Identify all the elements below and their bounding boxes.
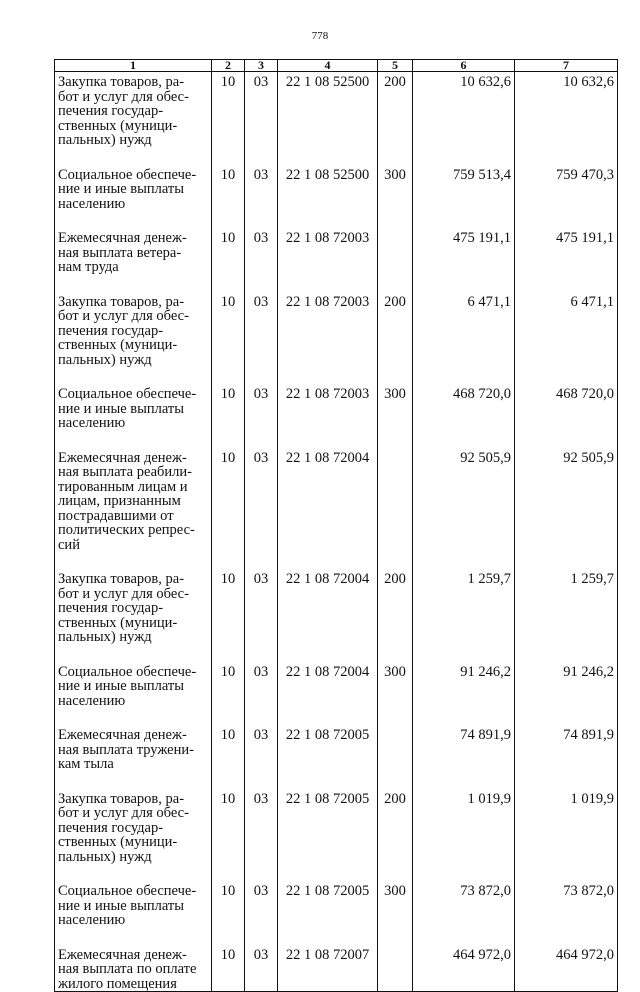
expense-type-cell: 200: [378, 569, 413, 662]
table-row: [55, 165, 618, 229]
amount-cell: 1 019,9: [515, 789, 618, 882]
item-name-cell: [55, 228, 212, 292]
header-cell: 5: [378, 60, 413, 72]
item-name-cell: [55, 448, 212, 570]
amount-cell: 464 972,0: [413, 945, 515, 992]
amount-cell: 468 720,0: [413, 384, 515, 448]
expense-type-cell: 300: [378, 384, 413, 448]
item-name-cell: [55, 945, 212, 992]
target-article-cell: 22 1 08 52500: [278, 72, 378, 165]
amount-cell: 6 471,1: [413, 292, 515, 385]
item-name-line: населению: [58, 195, 126, 212]
target-article-cell: 22 1 08 72004: [278, 662, 378, 726]
item-name-line: пальных) нужд: [58, 848, 152, 865]
section-code-cell: 10: [212, 725, 245, 789]
expense-type-cell: 300: [378, 165, 413, 229]
page-number: 778: [311, 30, 329, 42]
item-name-line: бот и услуг для обес-: [58, 585, 189, 602]
item-name-line: сий: [58, 536, 80, 553]
item-name-cell: [55, 292, 212, 385]
item-name-line: печения государ-: [58, 103, 164, 119]
header-cell: 3: [245, 60, 278, 72]
header-cell: 7: [515, 60, 618, 72]
amount-cell: 74 891,9: [515, 725, 618, 789]
target-article-cell: 22 1 08 72003: [278, 292, 378, 385]
table-row: [55, 384, 618, 448]
subsection-code-cell: 03: [245, 881, 278, 945]
amount-cell: 759 470,3: [515, 165, 618, 229]
expense-type-cell: 200: [378, 72, 413, 165]
item-name-line: ная выплата реабили-: [58, 464, 192, 480]
table-row: [55, 725, 618, 789]
item-name-line: пострадавшими от: [58, 507, 174, 524]
item-name-line: ная выплата по оплате: [58, 961, 197, 977]
section-code-cell: 10: [212, 448, 245, 570]
expense-type-cell: 300: [378, 881, 413, 945]
expense-type-cell: [378, 448, 413, 570]
section-code-cell: 10: [212, 945, 245, 992]
section-code-cell: 10: [212, 881, 245, 945]
item-name-line: бот и услуг для обес-: [58, 88, 189, 105]
amount-cell: 1 019,9: [413, 789, 515, 882]
header-cell: 4: [278, 60, 378, 72]
section-code-cell: 10: [212, 292, 245, 385]
item-name-line: Социальное обеспече-: [58, 386, 197, 402]
item-name-line: населению: [58, 692, 126, 709]
item-name-cell: [55, 569, 212, 662]
item-name-line: тированным лицам и: [58, 478, 188, 495]
item-name-line: Социальное обеспече-: [58, 883, 197, 899]
item-name-line: Закупка товаров, ра-: [58, 293, 185, 310]
item-name-line: нам труда: [58, 259, 119, 275]
section-code-cell: 10: [212, 72, 245, 165]
item-name-line: Социальное обеспече-: [58, 166, 197, 183]
item-name-line: ственных (муници-: [58, 614, 178, 631]
item-name-line: пальных) нужд: [58, 351, 152, 368]
item-name-line: ственных (муници-: [58, 117, 178, 134]
amount-cell: 73 872,0: [515, 881, 618, 945]
target-article-cell: 22 1 08 72005: [278, 789, 378, 882]
header-cell: 6: [413, 60, 515, 72]
item-name-line: бот и услуг для обес-: [58, 805, 189, 821]
subsection-code-cell: 03: [245, 448, 278, 570]
table-row: [55, 292, 618, 385]
section-code-cell: 10: [212, 384, 245, 448]
item-name-cell: [55, 662, 212, 726]
item-name-line: политических репрес-: [58, 522, 195, 538]
target-article-cell: 22 1 08 72005: [278, 725, 378, 789]
amount-cell: 73 872,0: [413, 881, 515, 945]
section-code-cell: 10: [212, 165, 245, 229]
subsection-code-cell: 03: [245, 292, 278, 385]
target-article-cell: 22 1 08 72004: [278, 448, 378, 570]
budget-table: [54, 59, 618, 992]
subsection-code-cell: 03: [245, 789, 278, 882]
item-name-line: жилого помещения: [58, 975, 177, 992]
item-name-line: ственных (муници-: [58, 337, 178, 353]
expense-type-cell: 300: [378, 662, 413, 726]
item-name-line: лицам, признанным: [58, 493, 181, 509]
section-code-cell: 10: [212, 228, 245, 292]
amount-cell: 74 891,9: [413, 725, 515, 789]
subsection-code-cell: 03: [245, 569, 278, 662]
amount-cell: 6 471,1: [515, 292, 618, 385]
header-cell: 1: [55, 60, 212, 72]
item-name-line: печения государ-: [58, 600, 164, 616]
expense-type-cell: 200: [378, 292, 413, 385]
item-name-line: ние и иные выплаты: [58, 678, 185, 694]
item-name-line: Ежемесячная денеж-: [58, 727, 187, 743]
item-name-line: пальных) нужд: [58, 132, 152, 148]
item-name-line: населению: [58, 415, 126, 431]
item-name-cell: [55, 384, 212, 448]
item-name-cell: [55, 881, 212, 945]
target-article-cell: 22 1 08 72007: [278, 945, 378, 992]
item-name-line: ственных (муници-: [58, 834, 178, 850]
subsection-code-cell: 03: [245, 228, 278, 292]
subsection-code-cell: 03: [245, 945, 278, 992]
item-name-cell: [55, 165, 212, 229]
header-cell: 2: [212, 60, 245, 72]
item-name-cell: [55, 72, 212, 165]
table-row: [55, 569, 618, 662]
subsection-code-cell: 03: [245, 72, 278, 165]
expense-type-cell: 200: [378, 789, 413, 882]
amount-cell: 91 246,2: [515, 662, 618, 726]
table-row: [55, 881, 618, 945]
amount-cell: 92 505,9: [413, 448, 515, 570]
expense-type-cell: [378, 228, 413, 292]
header-row: [55, 60, 618, 72]
item-name-cell: [55, 725, 212, 789]
section-code-cell: 10: [212, 662, 245, 726]
subsection-code-cell: 03: [245, 662, 278, 726]
table-row: [55, 228, 618, 292]
item-name-line: печения государ-: [58, 819, 164, 836]
subsection-code-cell: 03: [245, 384, 278, 448]
item-name-line: бот и услуг для обес-: [58, 308, 189, 324]
item-name-line: населению: [58, 912, 126, 928]
item-name-line: Социальное обеспече-: [58, 663, 197, 680]
amount-cell: 475 191,1: [515, 228, 618, 292]
item-name-line: Ежемесячная денеж-: [58, 946, 187, 963]
item-name-line: ная выплата ветера-: [58, 244, 182, 261]
expense-type-cell: [378, 945, 413, 992]
subsection-code-cell: 03: [245, 165, 278, 229]
item-name-line: Закупка товаров, ра-: [58, 571, 185, 587]
amount-cell: 468 720,0: [515, 384, 618, 448]
item-name-line: ние и иные выплаты: [58, 897, 185, 914]
amount-cell: 10 632,6: [515, 72, 618, 165]
section-code-cell: 10: [212, 789, 245, 882]
table-row: [55, 789, 618, 882]
item-name-line: Закупка товаров, ра-: [58, 790, 185, 807]
item-name-line: печения государ-: [58, 322, 164, 339]
expense-type-cell: [378, 725, 413, 789]
amount-cell: 91 246,2: [413, 662, 515, 726]
amount-cell: 10 632,6: [413, 72, 515, 165]
item-name-line: ние и иные выплаты: [58, 400, 185, 417]
item-name-line: кам тыла: [58, 756, 114, 772]
section-code-cell: 10: [212, 569, 245, 662]
item-name-line: Закупка товаров, ра-: [58, 74, 185, 90]
table-row: [55, 945, 618, 992]
item-name-line: ние и иные выплаты: [58, 181, 185, 197]
target-article-cell: 22 1 08 72005: [278, 881, 378, 945]
amount-cell: 464 972,0: [515, 945, 618, 992]
amount-cell: 92 505,9: [515, 448, 618, 570]
table-row: [55, 448, 618, 570]
table-row: [55, 662, 618, 726]
item-name-line: Ежемесячная денеж-: [58, 449, 187, 466]
amount-cell: 1 259,7: [413, 569, 515, 662]
target-article-cell: 22 1 08 72003: [278, 228, 378, 292]
target-article-cell: 22 1 08 52500: [278, 165, 378, 229]
table-row: [55, 72, 618, 165]
target-article-cell: 22 1 08 72004: [278, 569, 378, 662]
item-name-line: Ежемесячная денеж-: [58, 230, 187, 246]
item-name-cell: [55, 789, 212, 882]
amount-cell: 759 513,4: [413, 165, 515, 229]
item-name-line: ная выплата тружени-: [58, 741, 194, 758]
target-article-cell: 22 1 08 72003: [278, 384, 378, 448]
amount-cell: 1 259,7: [515, 569, 618, 662]
subsection-code-cell: 03: [245, 725, 278, 789]
amount-cell: 475 191,1: [413, 228, 515, 292]
item-name-line: пальных) нужд: [58, 629, 152, 645]
